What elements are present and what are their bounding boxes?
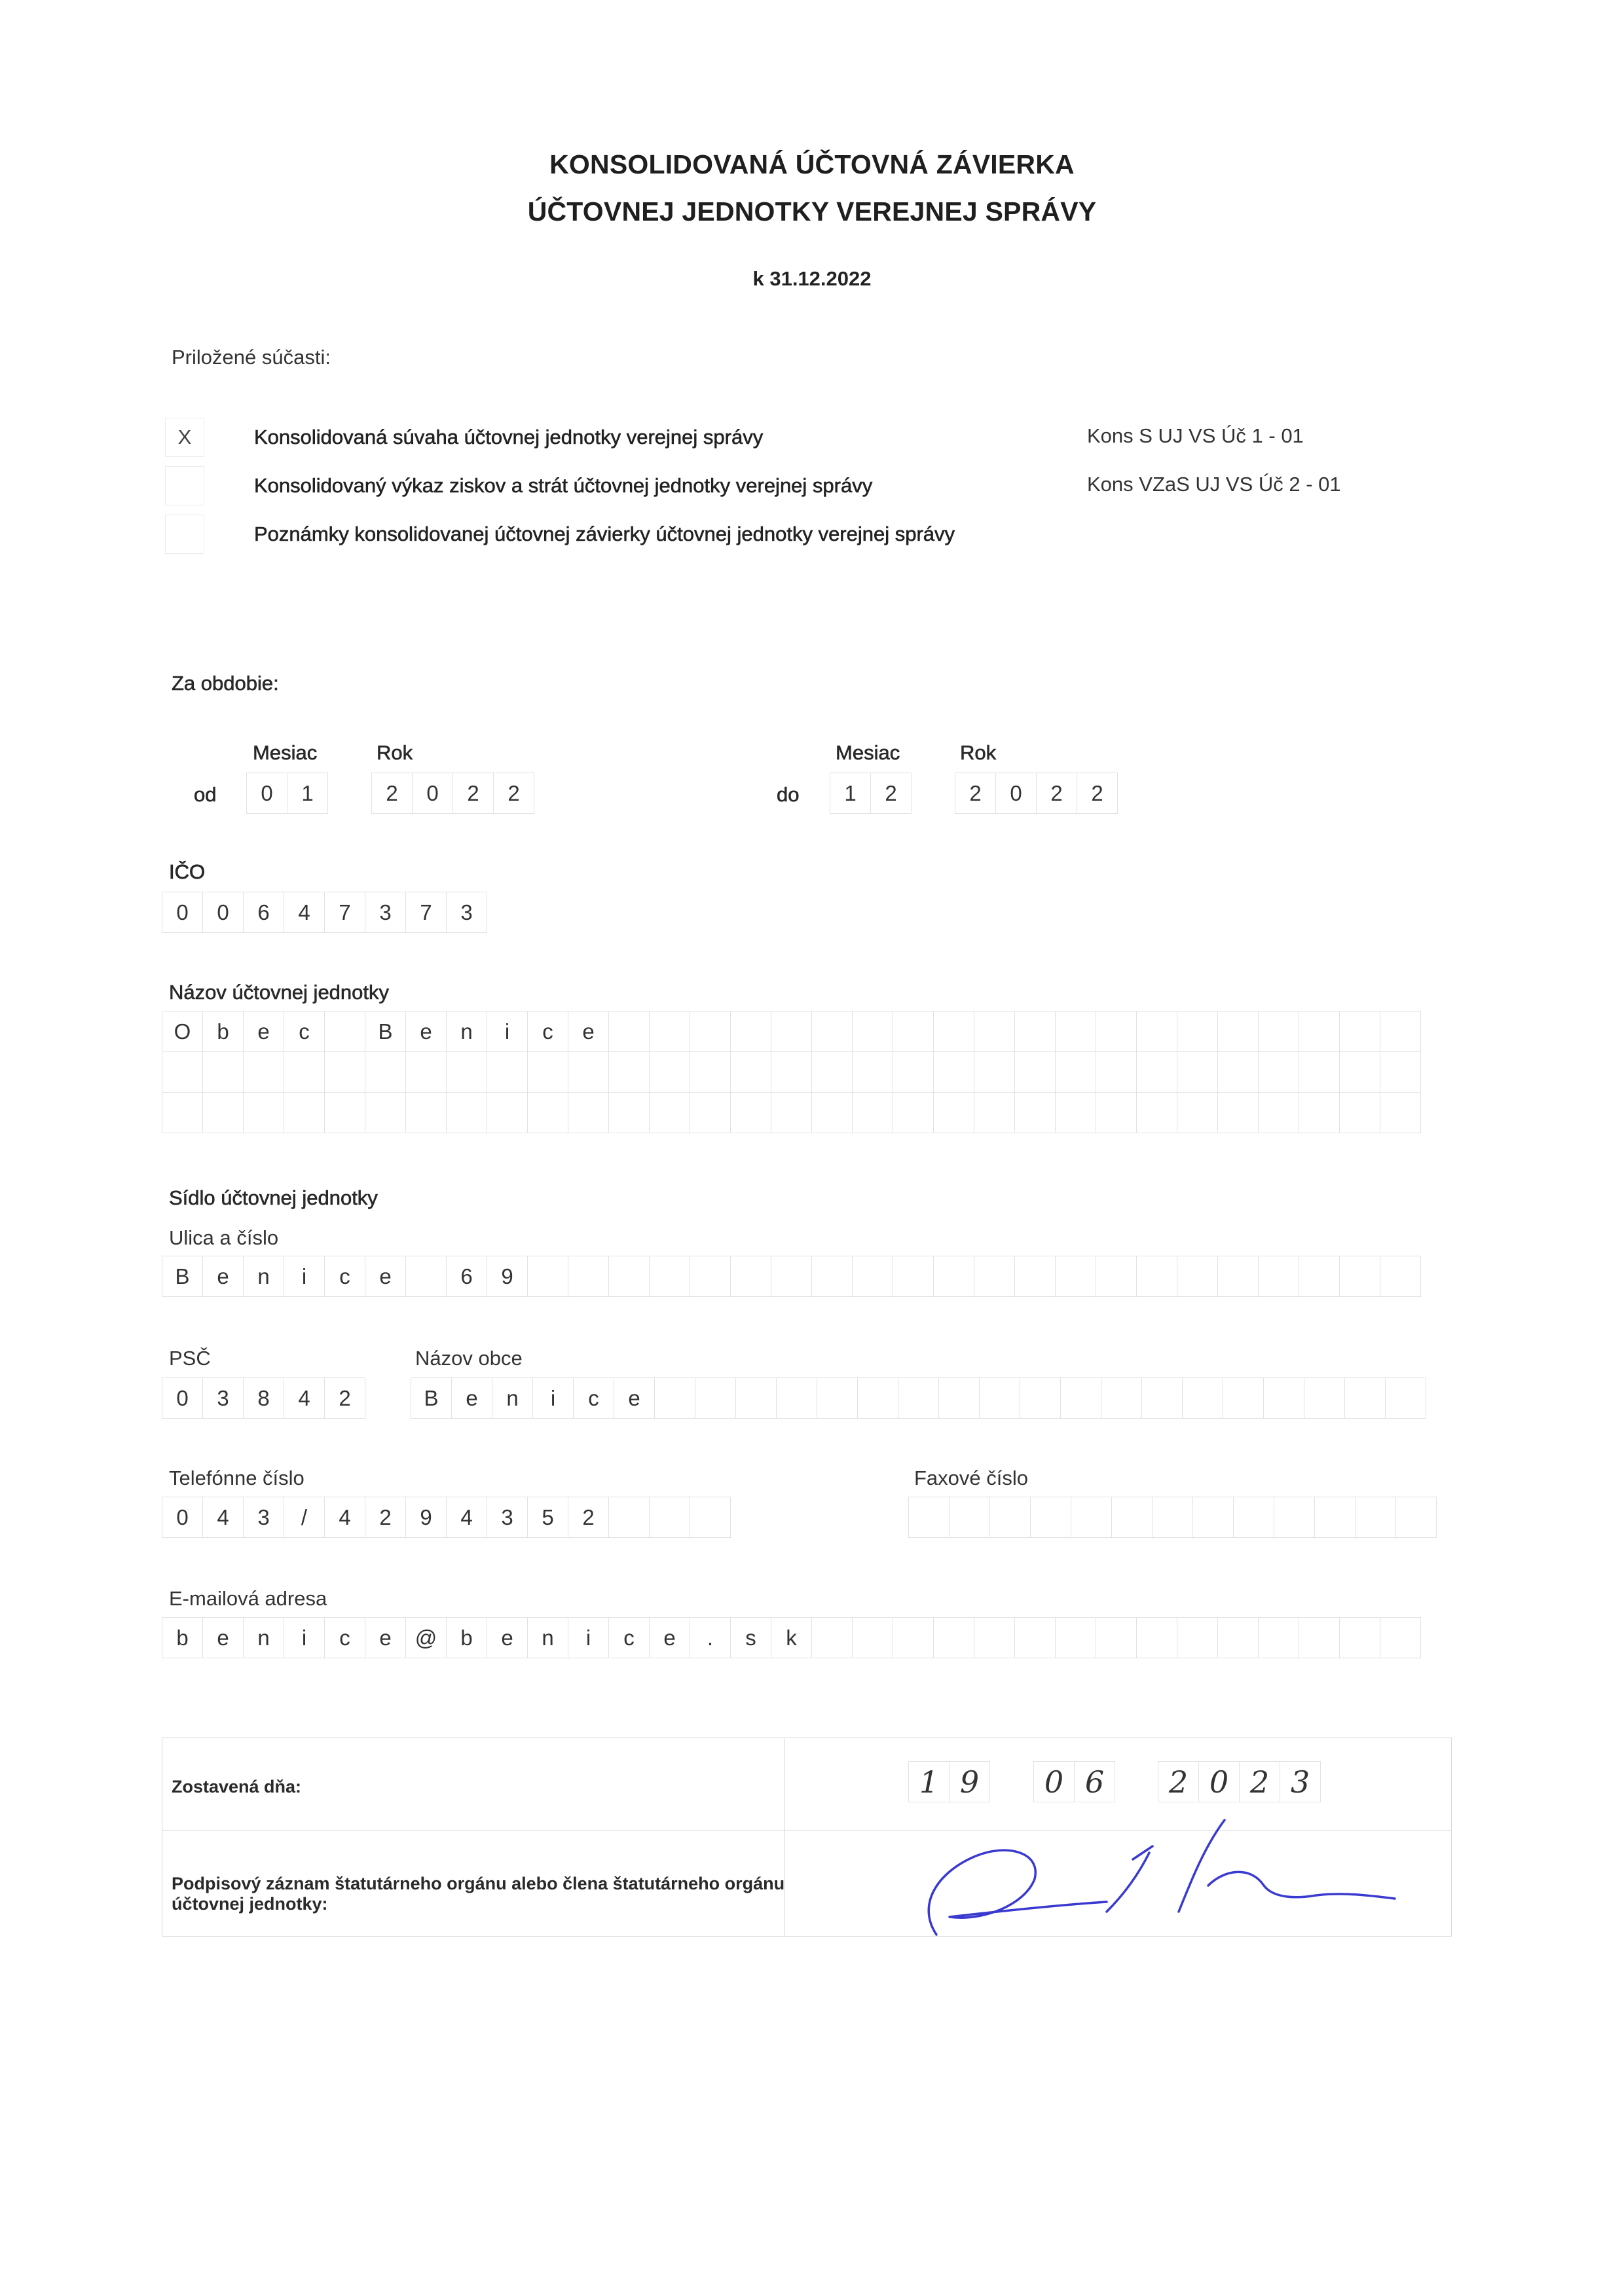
- char-cell: [608, 1256, 650, 1297]
- char-cell: e: [365, 1256, 406, 1297]
- char-cell: [1060, 1377, 1101, 1419]
- char-cell: [243, 1092, 284, 1133]
- char-cell: 7: [324, 892, 365, 933]
- char-cell: [771, 1011, 812, 1052]
- char-cell: [852, 1256, 893, 1297]
- char-cell: [365, 1051, 406, 1093]
- char-cell: [1258, 1617, 1299, 1658]
- char-cell: 9: [405, 1497, 447, 1538]
- char-cell: [1299, 1256, 1340, 1297]
- char-cell: [284, 1092, 325, 1133]
- char-cell: [649, 1051, 690, 1093]
- char-cell: 2: [324, 1377, 365, 1419]
- char-cell: [1136, 1051, 1177, 1093]
- char-cell: [730, 1256, 771, 1297]
- char-cell: i: [487, 1011, 528, 1052]
- char-cell: [1299, 1051, 1340, 1093]
- char-cell: 5: [527, 1497, 568, 1538]
- char-cell: e: [202, 1617, 244, 1658]
- char-cell: [1101, 1377, 1142, 1419]
- char-cell: [776, 1377, 817, 1419]
- char-cell: [568, 1092, 609, 1133]
- char-cell: [324, 1011, 365, 1052]
- signature-stroke-3: [1179, 1820, 1395, 1912]
- char-cell: [938, 1377, 980, 1419]
- char-cell: [893, 1011, 934, 1052]
- char-cell: s: [730, 1617, 771, 1658]
- char-cell: [974, 1256, 1015, 1297]
- char-cell: [1182, 1377, 1223, 1419]
- fax-label: Faxové číslo: [914, 1467, 1029, 1489]
- char-cell: [1055, 1617, 1096, 1658]
- char-cell: [1141, 1377, 1183, 1419]
- char-cell: [1192, 1497, 1234, 1538]
- char-cell: 2: [955, 773, 996, 814]
- char-cell: [1177, 1256, 1218, 1297]
- char-cell: 9: [487, 1256, 528, 1297]
- char-cell: [933, 1051, 974, 1093]
- char-cell: [1380, 1011, 1421, 1052]
- char-cell: [949, 1497, 990, 1538]
- char-cell: e: [451, 1377, 492, 1419]
- char-cell: 2: [1036, 773, 1077, 814]
- char-cell: [1339, 1011, 1380, 1052]
- document-title-line2: ÚČTOVNEJ JEDNOTKY VEREJNEJ SPRÁVY: [527, 196, 1097, 227]
- city-field[interactable]: [411, 1377, 1426, 1419]
- char-cell: B: [162, 1256, 203, 1297]
- char-cell: [1258, 1051, 1299, 1093]
- char-cell: [690, 1011, 731, 1052]
- char-cell: 6: [243, 892, 284, 933]
- char-cell: [202, 1092, 244, 1133]
- to-month-field[interactable]: [830, 773, 912, 814]
- char-cell: b: [446, 1617, 487, 1658]
- attachment-text-1: Konsolidovaná súvaha účtovnej jednotky verejnej správy: [254, 426, 764, 448]
- char-cell: [1177, 1051, 1218, 1093]
- char-cell: 2: [365, 1497, 406, 1538]
- char-cell: [608, 1092, 650, 1133]
- char-cell: [649, 1011, 690, 1052]
- char-cell: [446, 1051, 487, 1093]
- char-cell: e: [243, 1011, 284, 1052]
- period-label: Za obdobie:: [172, 672, 279, 695]
- char-cell: [1152, 1497, 1193, 1538]
- char-cell: [243, 1051, 284, 1093]
- char-cell: [989, 1497, 1031, 1538]
- char-cell: [1339, 1256, 1380, 1297]
- char-cell: [974, 1011, 1015, 1052]
- char-cell: e: [649, 1617, 690, 1658]
- from-year-field[interactable]: [371, 773, 534, 814]
- char-cell: [933, 1011, 974, 1052]
- char-cell: [1136, 1256, 1177, 1297]
- char-cell: [568, 1051, 609, 1093]
- char-cell: [649, 1497, 690, 1538]
- char-cell: [1014, 1051, 1056, 1093]
- char-cell: [1096, 1092, 1137, 1133]
- char-cell: 2: [1158, 1761, 1199, 1802]
- attachments-label: Priložené súčasti:: [172, 346, 331, 369]
- char-cell: [690, 1051, 731, 1093]
- char-cell: 1: [908, 1761, 950, 1802]
- char-cell: [405, 1256, 447, 1297]
- char-cell: [898, 1377, 939, 1419]
- char-cell: b: [162, 1617, 203, 1658]
- char-cell: [730, 1011, 771, 1052]
- char-cell: 3: [243, 1497, 284, 1538]
- char-cell: .: [690, 1617, 731, 1658]
- char-cell: [1339, 1051, 1380, 1093]
- char-cell: O: [162, 1011, 203, 1052]
- attachment-code-2: Kons VZaS UJ VS Úč 2 - 01: [1087, 473, 1341, 496]
- char-cell: [1111, 1497, 1153, 1538]
- char-cell: [324, 1092, 365, 1133]
- attachment-code-1: Kons S UJ VS Úč 1 - 01: [1087, 424, 1304, 447]
- char-cell: [1217, 1092, 1259, 1133]
- char-cell: 2: [568, 1497, 609, 1538]
- char-cell: [1258, 1256, 1299, 1297]
- psc-field[interactable]: [162, 1377, 365, 1419]
- char-cell: [162, 1051, 203, 1093]
- psc-label: PSČ: [169, 1347, 211, 1370]
- char-cell: [1217, 1617, 1259, 1658]
- char-cell: c: [324, 1256, 365, 1297]
- char-cell: [852, 1092, 893, 1133]
- char-cell: [1223, 1377, 1264, 1419]
- document-date: k 31.12.2022: [752, 267, 872, 290]
- char-cell: [690, 1497, 731, 1538]
- char-cell: n: [243, 1256, 284, 1297]
- char-cell: [202, 1051, 244, 1093]
- char-cell: c: [608, 1617, 650, 1658]
- street-label: Ulica a číslo: [169, 1226, 279, 1249]
- char-cell: [1020, 1377, 1061, 1419]
- char-cell: 2: [1239, 1761, 1280, 1802]
- char-cell: c: [527, 1011, 568, 1052]
- char-cell: 0: [162, 892, 203, 933]
- char-cell: e: [365, 1617, 406, 1658]
- char-cell: [1177, 1011, 1218, 1052]
- char-cell: [974, 1092, 1015, 1133]
- char-cell: [1136, 1617, 1177, 1658]
- char-cell: [690, 1092, 731, 1133]
- char-cell: k: [771, 1617, 812, 1658]
- signature-stroke-1: [929, 1850, 1107, 1935]
- char-cell: [284, 1051, 325, 1093]
- char-cell: 2: [371, 773, 413, 814]
- attachment-checkbox-2[interactable]: [165, 466, 204, 505]
- char-cell: [527, 1256, 568, 1297]
- char-cell: e: [405, 1011, 447, 1052]
- char-cell: [893, 1051, 934, 1093]
- char-cell: [730, 1051, 771, 1093]
- attachment-checkbox-1[interactable]: X: [165, 418, 204, 457]
- char-cell: [771, 1092, 812, 1133]
- char-cell: [1055, 1051, 1096, 1093]
- char-cell: e: [202, 1256, 244, 1297]
- char-cell: [979, 1377, 1020, 1419]
- char-cell: [1299, 1617, 1340, 1658]
- char-cell: e: [487, 1617, 528, 1658]
- char-cell: [893, 1256, 934, 1297]
- char-cell: n: [492, 1377, 533, 1419]
- char-cell: [852, 1051, 893, 1093]
- compiled-day-field[interactable]: [908, 1761, 990, 1802]
- char-cell: [649, 1092, 690, 1133]
- char-cell: 3: [1280, 1761, 1321, 1802]
- char-cell: [1096, 1256, 1137, 1297]
- from-month-label: Mesiac: [253, 741, 318, 764]
- char-cell: 4: [284, 892, 325, 933]
- char-cell: [1055, 1092, 1096, 1133]
- ico-label: IČO: [169, 860, 206, 883]
- char-cell: 2: [493, 773, 534, 814]
- char-cell: 1: [830, 773, 871, 814]
- char-cell: 0: [202, 892, 244, 933]
- to-year-label: Rok: [960, 741, 997, 764]
- sign-label: [172, 1874, 784, 1914]
- char-cell: [1314, 1497, 1356, 1538]
- char-cell: 0: [162, 1377, 203, 1419]
- char-cell: [487, 1092, 528, 1133]
- char-cell: [1385, 1377, 1426, 1419]
- char-cell: [933, 1617, 974, 1658]
- sign-label-line1: Podpisový záznam štatutárneho orgánu alebo člena štatutárneho orgánu: [172, 1874, 785, 1893]
- char-cell: i: [532, 1377, 574, 1419]
- char-cell: [811, 1617, 853, 1658]
- char-cell: 7: [405, 892, 447, 933]
- char-cell: [852, 1011, 893, 1052]
- char-cell: [1304, 1377, 1345, 1419]
- char-cell: [1136, 1092, 1177, 1133]
- char-cell: [974, 1617, 1015, 1658]
- char-cell: [811, 1011, 853, 1052]
- char-cell: [1395, 1497, 1437, 1538]
- signature-stroke-2: [1107, 1846, 1153, 1912]
- char-cell: [817, 1377, 858, 1419]
- attachment-text-2: Konsolidovaný výkaz ziskov a strát účtovnej jednotky verejnej správy: [254, 474, 873, 497]
- char-cell: [405, 1051, 447, 1093]
- char-cell: [1014, 1011, 1056, 1052]
- char-cell: [690, 1256, 731, 1297]
- char-cell: [1055, 1011, 1096, 1052]
- char-cell: [1274, 1497, 1315, 1538]
- attachment-checkbox-3[interactable]: [165, 515, 204, 554]
- char-cell: B: [365, 1011, 406, 1052]
- attachment-text-3: Poznámky konsolidovanej účtovnej závierky účtovnej jednotky verejnej správy: [254, 522, 955, 545]
- compiled-label: Zostavená dňa:: [172, 1777, 302, 1796]
- char-cell: [1339, 1617, 1380, 1658]
- char-cell: 2: [870, 773, 912, 814]
- char-cell: [1380, 1051, 1421, 1093]
- char-cell: [857, 1377, 898, 1419]
- char-cell: 0: [162, 1497, 203, 1538]
- char-cell: b: [202, 1011, 244, 1052]
- char-cell: 3: [487, 1497, 528, 1538]
- char-cell: [1299, 1092, 1340, 1133]
- char-cell: [1355, 1497, 1396, 1538]
- char-cell: 0: [412, 773, 453, 814]
- phone-label: Telefónne číslo: [169, 1467, 304, 1489]
- char-cell: 0: [1033, 1761, 1075, 1802]
- char-cell: [695, 1377, 736, 1419]
- char-cell: @: [405, 1617, 447, 1658]
- char-cell: [1014, 1092, 1056, 1133]
- char-cell: [568, 1256, 609, 1297]
- char-cell: c: [284, 1011, 325, 1052]
- char-cell: [1177, 1092, 1218, 1133]
- char-cell: [908, 1497, 950, 1538]
- compiled-month-field[interactable]: [1033, 1761, 1115, 1802]
- char-cell: [487, 1051, 528, 1093]
- char-cell: i: [284, 1256, 325, 1297]
- char-cell: 6: [1074, 1761, 1115, 1802]
- sign-label-line2: účtovnej jednotky:: [172, 1894, 328, 1914]
- char-cell: [446, 1092, 487, 1133]
- char-cell: e: [614, 1377, 655, 1419]
- char-cell: 4: [324, 1497, 365, 1538]
- char-cell: [893, 1617, 934, 1658]
- char-cell: [1096, 1617, 1137, 1658]
- char-cell: n: [527, 1617, 568, 1658]
- char-cell: [852, 1617, 893, 1658]
- to-label: do: [777, 783, 800, 806]
- char-cell: [933, 1092, 974, 1133]
- char-cell: 0: [1198, 1761, 1240, 1802]
- char-cell: [1014, 1256, 1056, 1297]
- compiled-year-field[interactable]: [1158, 1761, 1321, 1802]
- char-cell: 0: [995, 773, 1037, 814]
- char-cell: [771, 1256, 812, 1297]
- char-cell: [608, 1011, 650, 1052]
- char-cell: i: [568, 1617, 609, 1658]
- char-cell: [405, 1092, 447, 1133]
- char-cell: c: [573, 1377, 614, 1419]
- char-cell: 1: [287, 773, 328, 814]
- char-cell: 4: [202, 1497, 244, 1538]
- from-month-field[interactable]: [246, 773, 328, 814]
- char-cell: 2: [452, 773, 494, 814]
- char-cell: [649, 1256, 690, 1297]
- ico-field[interactable]: [162, 892, 487, 933]
- char-cell: [654, 1377, 695, 1419]
- char-cell: [1380, 1256, 1421, 1297]
- document-title-line1: KONSOLIDOVANÁ ÚČTOVNÁ ZÁVIERKA: [549, 149, 1075, 179]
- char-cell: [811, 1051, 853, 1093]
- char-cell: [1055, 1256, 1096, 1297]
- char-cell: [1344, 1377, 1386, 1419]
- char-cell: [811, 1256, 853, 1297]
- char-cell: [1217, 1051, 1259, 1093]
- char-cell: [1258, 1092, 1299, 1133]
- char-cell: [162, 1092, 203, 1133]
- char-cell: [365, 1092, 406, 1133]
- char-cell: [527, 1092, 568, 1133]
- char-cell: 2: [1077, 773, 1118, 814]
- to-month-label: Mesiac: [836, 741, 900, 764]
- char-cell: [730, 1092, 771, 1133]
- to-year-field[interactable]: [955, 773, 1118, 814]
- char-cell: 0: [246, 773, 287, 814]
- char-cell: 4: [446, 1497, 487, 1538]
- char-cell: [1177, 1617, 1218, 1658]
- char-cell: [1380, 1617, 1421, 1658]
- char-cell: [811, 1092, 853, 1133]
- char-cell: 6: [446, 1256, 487, 1297]
- char-cell: 4: [284, 1377, 325, 1419]
- char-cell: [1096, 1011, 1137, 1052]
- char-cell: [1380, 1092, 1421, 1133]
- char-cell: [1339, 1092, 1380, 1133]
- char-cell: [608, 1497, 650, 1538]
- char-cell: e: [568, 1011, 609, 1052]
- char-cell: [1217, 1011, 1259, 1052]
- city-label: Názov obce: [415, 1347, 523, 1370]
- char-cell: n: [243, 1617, 284, 1658]
- char-cell: [1136, 1011, 1177, 1052]
- char-cell: i: [284, 1617, 325, 1658]
- char-cell: n: [446, 1011, 487, 1052]
- char-cell: [1263, 1377, 1304, 1419]
- char-cell: [1258, 1011, 1299, 1052]
- char-cell: 8: [243, 1377, 284, 1419]
- char-cell: [324, 1051, 365, 1093]
- char-cell: c: [324, 1617, 365, 1658]
- char-cell: [735, 1377, 777, 1419]
- char-cell: [1217, 1256, 1259, 1297]
- name-label: Názov účtovnej jednotky: [169, 981, 390, 1004]
- char-cell: [527, 1051, 568, 1093]
- phone-field[interactable]: [162, 1497, 731, 1538]
- char-cell: [1030, 1497, 1071, 1538]
- char-cell: B: [411, 1377, 452, 1419]
- char-cell: [933, 1256, 974, 1297]
- char-cell: [1299, 1011, 1340, 1052]
- char-cell: 3: [202, 1377, 244, 1419]
- from-year-label: Rok: [377, 741, 413, 764]
- char-cell: [771, 1051, 812, 1093]
- char-cell: [1096, 1051, 1137, 1093]
- fax-field[interactable]: [908, 1497, 1437, 1538]
- from-label: od: [194, 783, 217, 806]
- char-cell: 9: [949, 1761, 990, 1802]
- char-cell: [1233, 1497, 1274, 1538]
- char-cell: [1014, 1617, 1056, 1658]
- name-field[interactable]: [162, 1011, 1421, 1133]
- char-cell: [608, 1051, 650, 1093]
- char-cell: [1071, 1497, 1112, 1538]
- char-cell: [974, 1051, 1015, 1093]
- email-field[interactable]: [162, 1617, 1421, 1658]
- char-cell: 3: [446, 892, 487, 933]
- email-label: E-mailová adresa: [169, 1587, 327, 1610]
- char-cell: 3: [365, 892, 406, 933]
- street-field[interactable]: [162, 1256, 1421, 1297]
- char-cell: [893, 1092, 934, 1133]
- char-cell: /: [284, 1497, 325, 1538]
- handwritten-signature: [910, 1807, 1408, 1938]
- address-label: Sídlo účtovnej jednotky: [169, 1186, 378, 1209]
